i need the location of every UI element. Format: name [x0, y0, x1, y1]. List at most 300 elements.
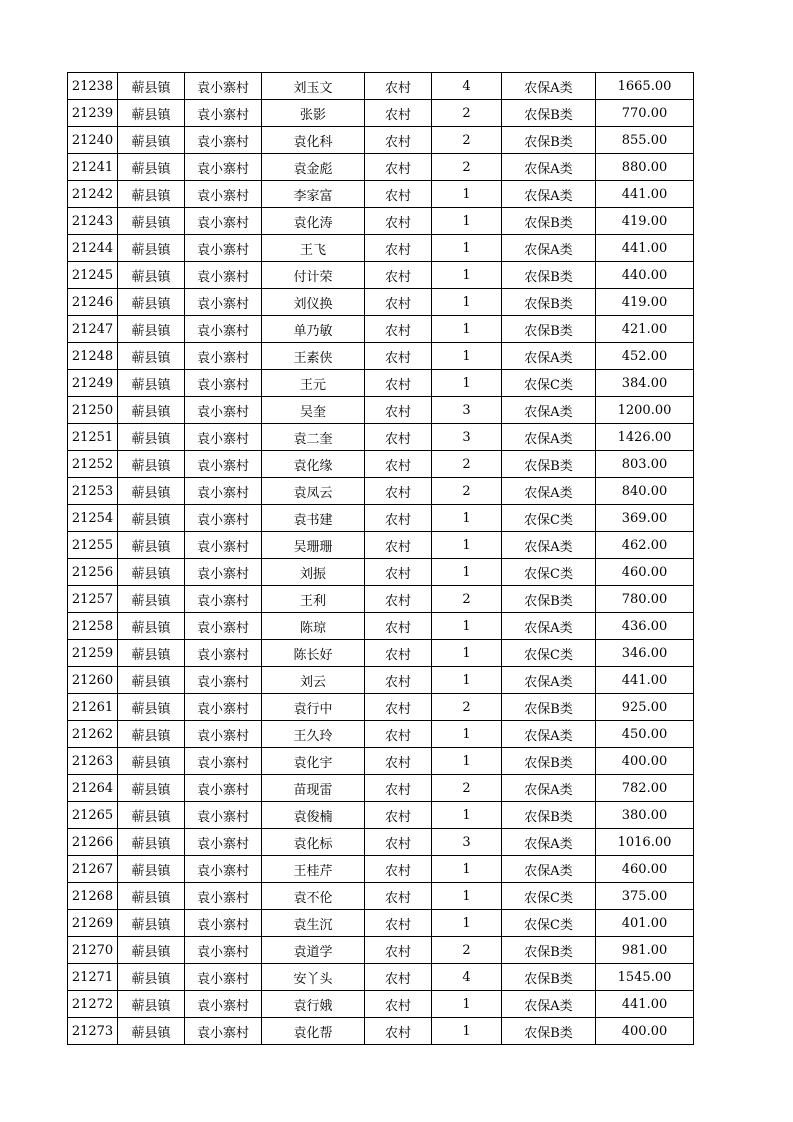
table-row	[68, 856, 694, 883]
cell-name: 王元	[262, 370, 365, 397]
cell-category: 农保C类	[502, 559, 596, 586]
cell-count: 3	[432, 424, 502, 451]
cell-id: 21260	[68, 667, 118, 694]
cell-village: 袁小寨村	[185, 802, 262, 829]
cell-name: 张影	[262, 100, 365, 127]
cell-category: 农保B类	[502, 451, 596, 478]
cell-town: 蕲县镇	[118, 505, 185, 532]
table-row	[68, 883, 694, 910]
cell-id: 21238	[68, 73, 118, 100]
cell-village: 袁小寨村	[185, 964, 262, 991]
cell-count: 1	[432, 1018, 502, 1045]
cell-count: 2	[432, 127, 502, 154]
cell-name: 袁化缘	[262, 451, 365, 478]
table-body	[68, 73, 694, 1045]
cell-id: 21270	[68, 937, 118, 964]
cell-name: 王飞	[262, 235, 365, 262]
cell-category: 农保B类	[502, 802, 596, 829]
cell-town: 蕲县镇	[118, 694, 185, 721]
cell-village: 袁小寨村	[185, 775, 262, 802]
cell-id: 21272	[68, 991, 118, 1018]
cell-type: 农村	[365, 127, 432, 154]
cell-town: 蕲县镇	[118, 127, 185, 154]
cell-village: 袁小寨村	[185, 640, 262, 667]
cell-category: 农保C类	[502, 505, 596, 532]
cell-village: 袁小寨村	[185, 100, 262, 127]
cell-id: 21242	[68, 181, 118, 208]
cell-amount: 880.00	[596, 154, 694, 181]
cell-town: 蕲县镇	[118, 856, 185, 883]
cell-id: 21271	[68, 964, 118, 991]
table-row	[68, 154, 694, 181]
cell-amount: 440.00	[596, 262, 694, 289]
cell-town: 蕲县镇	[118, 937, 185, 964]
cell-amount: 346.00	[596, 640, 694, 667]
cell-type: 农村	[365, 856, 432, 883]
cell-category: 农保A类	[502, 829, 596, 856]
cell-name: 袁俊楠	[262, 802, 365, 829]
cell-type: 农村	[365, 991, 432, 1018]
table-row	[68, 694, 694, 721]
cell-category: 农保A类	[502, 235, 596, 262]
cell-village: 袁小寨村	[185, 883, 262, 910]
table-row	[68, 100, 694, 127]
cell-count: 1	[432, 289, 502, 316]
cell-amount: 401.00	[596, 910, 694, 937]
cell-name: 袁生沉	[262, 910, 365, 937]
cell-amount: 380.00	[596, 802, 694, 829]
cell-name: 陈琼	[262, 613, 365, 640]
cell-amount: 400.00	[596, 748, 694, 775]
cell-id: 21248	[68, 343, 118, 370]
cell-category: 农保B类	[502, 289, 596, 316]
cell-village: 袁小寨村	[185, 937, 262, 964]
cell-id: 21263	[68, 748, 118, 775]
cell-amount: 1200.00	[596, 397, 694, 424]
cell-name: 袁凤云	[262, 478, 365, 505]
cell-amount: 840.00	[596, 478, 694, 505]
cell-count: 2	[432, 451, 502, 478]
cell-count: 1	[432, 181, 502, 208]
cell-type: 农村	[365, 829, 432, 856]
cell-count: 1	[432, 991, 502, 1018]
cell-amount: 782.00	[596, 775, 694, 802]
cell-village: 袁小寨村	[185, 262, 262, 289]
cell-category: 农保B类	[502, 262, 596, 289]
cell-amount: 421.00	[596, 316, 694, 343]
cell-name: 刘玉文	[262, 73, 365, 100]
cell-count: 1	[432, 208, 502, 235]
cell-village: 袁小寨村	[185, 370, 262, 397]
cell-amount: 925.00	[596, 694, 694, 721]
table-row	[68, 505, 694, 532]
cell-amount: 375.00	[596, 883, 694, 910]
cell-category: 农保B类	[502, 1018, 596, 1045]
cell-id: 21259	[68, 640, 118, 667]
cell-id: 21251	[68, 424, 118, 451]
cell-town: 蕲县镇	[118, 748, 185, 775]
cell-town: 蕲县镇	[118, 154, 185, 181]
table-row	[68, 343, 694, 370]
cell-category: 农保C类	[502, 640, 596, 667]
cell-name: 袁行娥	[262, 991, 365, 1018]
cell-type: 农村	[365, 964, 432, 991]
cell-name: 陈长好	[262, 640, 365, 667]
cell-amount: 441.00	[596, 181, 694, 208]
cell-type: 农村	[365, 721, 432, 748]
cell-village: 袁小寨村	[185, 1018, 262, 1045]
cell-category: 农保A类	[502, 721, 596, 748]
cell-name: 袁金彪	[262, 154, 365, 181]
cell-category: 农保A类	[502, 667, 596, 694]
cell-amount: 1665.00	[596, 73, 694, 100]
cell-id: 21246	[68, 289, 118, 316]
cell-id: 21269	[68, 910, 118, 937]
table-row	[68, 775, 694, 802]
cell-type: 农村	[365, 694, 432, 721]
cell-count: 1	[432, 262, 502, 289]
table-row	[68, 937, 694, 964]
table-row	[68, 208, 694, 235]
cell-town: 蕲县镇	[118, 586, 185, 613]
table-row	[68, 73, 694, 100]
cell-category: 农保A类	[502, 181, 596, 208]
cell-town: 蕲县镇	[118, 424, 185, 451]
cell-count: 1	[432, 667, 502, 694]
cell-town: 蕲县镇	[118, 397, 185, 424]
cell-category: 农保C类	[502, 883, 596, 910]
cell-type: 农村	[365, 424, 432, 451]
cell-count: 1	[432, 370, 502, 397]
cell-category: 农保A类	[502, 856, 596, 883]
cell-id: 21240	[68, 127, 118, 154]
cell-count: 1	[432, 559, 502, 586]
table-row	[68, 316, 694, 343]
cell-town: 蕲县镇	[118, 100, 185, 127]
cell-name: 袁不伦	[262, 883, 365, 910]
cell-town: 蕲县镇	[118, 208, 185, 235]
cell-id: 21268	[68, 883, 118, 910]
cell-name: 袁行中	[262, 694, 365, 721]
cell-village: 袁小寨村	[185, 127, 262, 154]
cell-category: 农保B类	[502, 586, 596, 613]
cell-town: 蕲县镇	[118, 775, 185, 802]
cell-category: 农保C类	[502, 910, 596, 937]
cell-amount: 803.00	[596, 451, 694, 478]
cell-village: 袁小寨村	[185, 667, 262, 694]
table-row	[68, 559, 694, 586]
cell-category: 农保B类	[502, 316, 596, 343]
cell-count: 4	[432, 964, 502, 991]
table-row	[68, 235, 694, 262]
cell-id: 21264	[68, 775, 118, 802]
cell-category: 农保A类	[502, 991, 596, 1018]
table-row	[68, 397, 694, 424]
cell-id: 21247	[68, 316, 118, 343]
cell-id: 21241	[68, 154, 118, 181]
cell-name: 王久玲	[262, 721, 365, 748]
cell-village: 袁小寨村	[185, 181, 262, 208]
cell-count: 1	[432, 748, 502, 775]
cell-category: 农保A类	[502, 775, 596, 802]
cell-type: 农村	[365, 748, 432, 775]
cell-count: 1	[432, 883, 502, 910]
table-row	[68, 370, 694, 397]
cell-category: 农保A类	[502, 343, 596, 370]
cell-count: 3	[432, 397, 502, 424]
cell-type: 农村	[365, 1018, 432, 1045]
cell-town: 蕲县镇	[118, 1018, 185, 1045]
cell-village: 袁小寨村	[185, 235, 262, 262]
table-row	[68, 127, 694, 154]
cell-type: 农村	[365, 505, 432, 532]
cell-id: 21239	[68, 100, 118, 127]
cell-name: 吴奎	[262, 397, 365, 424]
cell-id: 21265	[68, 802, 118, 829]
cell-category: 农保B类	[502, 964, 596, 991]
cell-name: 苗现雷	[262, 775, 365, 802]
table-row	[68, 532, 694, 559]
cell-village: 袁小寨村	[185, 586, 262, 613]
cell-amount: 460.00	[596, 856, 694, 883]
cell-amount: 1016.00	[596, 829, 694, 856]
cell-name: 王桂芹	[262, 856, 365, 883]
cell-id: 21273	[68, 1018, 118, 1045]
cell-id: 21261	[68, 694, 118, 721]
cell-town: 蕲县镇	[118, 640, 185, 667]
cell-category: 农保A类	[502, 73, 596, 100]
cell-town: 蕲县镇	[118, 829, 185, 856]
cell-type: 农村	[365, 343, 432, 370]
cell-type: 农村	[365, 397, 432, 424]
table-row	[68, 964, 694, 991]
cell-village: 袁小寨村	[185, 991, 262, 1018]
cell-id: 21254	[68, 505, 118, 532]
cell-category: 农保A类	[502, 154, 596, 181]
cell-id: 21257	[68, 586, 118, 613]
cell-village: 袁小寨村	[185, 451, 262, 478]
cell-type: 农村	[365, 100, 432, 127]
cell-name: 袁二奎	[262, 424, 365, 451]
cell-count: 1	[432, 856, 502, 883]
cell-town: 蕲县镇	[118, 964, 185, 991]
cell-category: 农保B类	[502, 208, 596, 235]
cell-count: 1	[432, 505, 502, 532]
cell-name: 王素侠	[262, 343, 365, 370]
data-table	[67, 72, 694, 1045]
cell-name: 吴珊珊	[262, 532, 365, 559]
cell-town: 蕲县镇	[118, 613, 185, 640]
cell-count: 1	[432, 343, 502, 370]
cell-type: 农村	[365, 262, 432, 289]
cell-amount: 441.00	[596, 235, 694, 262]
table-row	[68, 910, 694, 937]
cell-category: 农保B类	[502, 748, 596, 775]
cell-village: 袁小寨村	[185, 73, 262, 100]
cell-count: 2	[432, 775, 502, 802]
cell-count: 4	[432, 73, 502, 100]
cell-type: 农村	[365, 910, 432, 937]
cell-count: 2	[432, 694, 502, 721]
cell-village: 袁小寨村	[185, 721, 262, 748]
table-row	[68, 424, 694, 451]
cell-type: 农村	[365, 532, 432, 559]
cell-name: 付计荣	[262, 262, 365, 289]
table-row	[68, 1018, 694, 1045]
cell-village: 袁小寨村	[185, 613, 262, 640]
cell-count: 1	[432, 316, 502, 343]
table-row	[68, 721, 694, 748]
cell-id: 21266	[68, 829, 118, 856]
table-row	[68, 640, 694, 667]
cell-category: 农保A类	[502, 613, 596, 640]
cell-count: 2	[432, 154, 502, 181]
cell-town: 蕲县镇	[118, 559, 185, 586]
cell-count: 1	[432, 613, 502, 640]
cell-town: 蕲县镇	[118, 532, 185, 559]
cell-count: 3	[432, 829, 502, 856]
cell-count: 2	[432, 478, 502, 505]
cell-type: 农村	[365, 289, 432, 316]
cell-category: 农保B类	[502, 694, 596, 721]
cell-town: 蕲县镇	[118, 991, 185, 1018]
cell-type: 农村	[365, 316, 432, 343]
cell-village: 袁小寨村	[185, 478, 262, 505]
cell-amount: 780.00	[596, 586, 694, 613]
cell-amount: 369.00	[596, 505, 694, 532]
table-row	[68, 748, 694, 775]
cell-count: 1	[432, 532, 502, 559]
table-row	[68, 586, 694, 613]
cell-category: 农保A类	[502, 532, 596, 559]
cell-village: 袁小寨村	[185, 289, 262, 316]
cell-count: 2	[432, 100, 502, 127]
cell-name: 袁化宇	[262, 748, 365, 775]
cell-village: 袁小寨村	[185, 505, 262, 532]
table-row	[68, 262, 694, 289]
cell-category: 农保B类	[502, 127, 596, 154]
table-row	[68, 613, 694, 640]
cell-name: 刘仪换	[262, 289, 365, 316]
table-row	[68, 478, 694, 505]
cell-category: 农保A类	[502, 478, 596, 505]
cell-count: 1	[432, 802, 502, 829]
cell-type: 农村	[365, 586, 432, 613]
cell-amount: 1426.00	[596, 424, 694, 451]
cell-name: 袁化涛	[262, 208, 365, 235]
cell-type: 农村	[365, 937, 432, 964]
cell-town: 蕲县镇	[118, 478, 185, 505]
cell-name: 单乃敏	[262, 316, 365, 343]
cell-amount: 462.00	[596, 532, 694, 559]
cell-amount: 384.00	[596, 370, 694, 397]
cell-type: 农村	[365, 478, 432, 505]
cell-count: 1	[432, 640, 502, 667]
cell-count: 1	[432, 235, 502, 262]
cell-village: 袁小寨村	[185, 559, 262, 586]
cell-village: 袁小寨村	[185, 343, 262, 370]
cell-name: 王利	[262, 586, 365, 613]
cell-name: 安丫头	[262, 964, 365, 991]
cell-amount: 441.00	[596, 991, 694, 1018]
cell-id: 21245	[68, 262, 118, 289]
cell-village: 袁小寨村	[185, 397, 262, 424]
cell-amount: 452.00	[596, 343, 694, 370]
cell-category: 农保B类	[502, 937, 596, 964]
cell-amount: 450.00	[596, 721, 694, 748]
cell-name: 袁化标	[262, 829, 365, 856]
cell-id: 21243	[68, 208, 118, 235]
cell-id: 21262	[68, 721, 118, 748]
table-row	[68, 181, 694, 208]
cell-id: 21256	[68, 559, 118, 586]
cell-amount: 460.00	[596, 559, 694, 586]
cell-village: 袁小寨村	[185, 208, 262, 235]
cell-town: 蕲县镇	[118, 181, 185, 208]
cell-type: 农村	[365, 559, 432, 586]
cell-name: 李家富	[262, 181, 365, 208]
cell-name: 袁化科	[262, 127, 365, 154]
cell-count: 2	[432, 586, 502, 613]
cell-town: 蕲县镇	[118, 262, 185, 289]
cell-count: 2	[432, 937, 502, 964]
cell-amount: 419.00	[596, 208, 694, 235]
table-row	[68, 829, 694, 856]
cell-name: 刘振	[262, 559, 365, 586]
cell-amount: 441.00	[596, 667, 694, 694]
cell-type: 农村	[365, 640, 432, 667]
cell-id: 21253	[68, 478, 118, 505]
cell-count: 1	[432, 910, 502, 937]
cell-amount: 436.00	[596, 613, 694, 640]
cell-town: 蕲县镇	[118, 721, 185, 748]
cell-village: 袁小寨村	[185, 910, 262, 937]
cell-category: 农保C类	[502, 370, 596, 397]
cell-town: 蕲县镇	[118, 316, 185, 343]
table-row	[68, 991, 694, 1018]
cell-type: 农村	[365, 208, 432, 235]
cell-amount: 1545.00	[596, 964, 694, 991]
cell-town: 蕲县镇	[118, 883, 185, 910]
cell-amount: 419.00	[596, 289, 694, 316]
cell-type: 农村	[365, 451, 432, 478]
cell-type: 农村	[365, 73, 432, 100]
cell-type: 农村	[365, 667, 432, 694]
cell-id: 21249	[68, 370, 118, 397]
cell-id: 21252	[68, 451, 118, 478]
cell-town: 蕲县镇	[118, 343, 185, 370]
cell-town: 蕲县镇	[118, 451, 185, 478]
cell-amount: 855.00	[596, 127, 694, 154]
document-page	[67, 72, 694, 1045]
cell-id: 21255	[68, 532, 118, 559]
cell-village: 袁小寨村	[185, 829, 262, 856]
cell-village: 袁小寨村	[185, 424, 262, 451]
cell-name: 刘云	[262, 667, 365, 694]
cell-village: 袁小寨村	[185, 316, 262, 343]
cell-category: 农保B类	[502, 100, 596, 127]
cell-id: 21244	[68, 235, 118, 262]
cell-type: 农村	[365, 883, 432, 910]
cell-town: 蕲县镇	[118, 73, 185, 100]
cell-amount: 770.00	[596, 100, 694, 127]
cell-town: 蕲县镇	[118, 370, 185, 397]
cell-type: 农村	[365, 775, 432, 802]
cell-count: 1	[432, 721, 502, 748]
cell-village: 袁小寨村	[185, 694, 262, 721]
cell-type: 农村	[365, 613, 432, 640]
cell-category: 农保A类	[502, 397, 596, 424]
